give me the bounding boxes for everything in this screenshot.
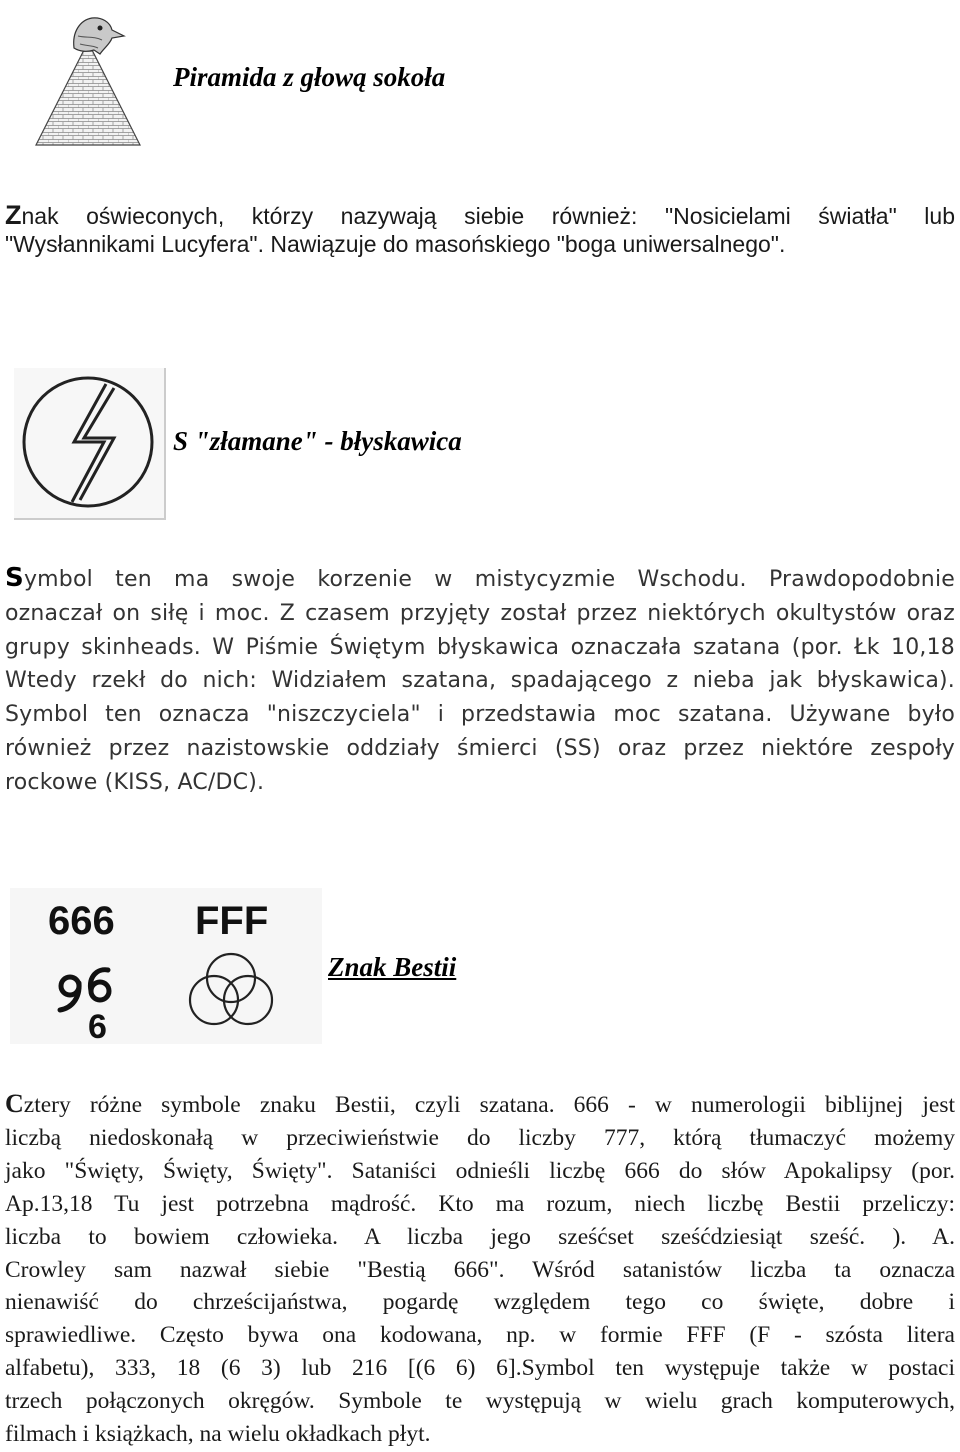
- paragraph-line: jako "Święty, Święty, Święty". Sataniści odnieśli liczbę 666 do słów Apokalipsy (por.: [5, 1157, 955, 1184]
- pyramid-figure: [28, 10, 148, 150]
- paragraph-line: ztery różne symbole znaku Bestii, czyli szatana. 666 - w numerologii biblijnej jest: [23, 1092, 955, 1118]
- mark-of-beast-symbols-icon: [10, 888, 322, 1044]
- paragraph-lightning: [5, 562, 955, 800]
- paragraph-line: Ap.13,18 Tu jest potrzebna mądrość. Kto ma rozum, niech liczbę Bestii przeliczy:: [5, 1190, 955, 1217]
- paragraph-beast: [5, 1088, 955, 1451]
- paragraph-initial: C: [5, 1089, 24, 1118]
- section-heading-pyramid: Piramida z głową sokoła: [173, 62, 446, 92]
- label-6: 6: [88, 1008, 107, 1044]
- section-heading-beast: Znak Bestii: [328, 952, 457, 982]
- paragraph-line: ymbol ten ma swoje korzenie w mistycyzmie Wschodu. Prawdopodobnie: [23, 567, 955, 592]
- section-heading-lightning: S "złamane" - błyskawica: [173, 426, 462, 456]
- paragraph-line: "Wysłannikami Lucyfera". Nawiązuje do masońskiego "boga uniwersalnego".: [5, 231, 786, 257]
- pyramid-falcon-head-icon: [28, 10, 148, 150]
- paragraph-line: Symbol ten oznacza "niszczyciela" i przedstawia moc szatana. Używane było: [5, 702, 955, 728]
- paragraph-line: rockowe (KISS, AC/DC).: [5, 769, 265, 795]
- paragraph-initial: S: [5, 563, 24, 593]
- paragraph-line: oznaczał on siłę i moc. Z czasem przyjęty został przez niektórych okultystów oraz: [5, 600, 955, 626]
- broken-s-lightning-circle-icon: [14, 368, 164, 518]
- label-666: 666: [48, 899, 115, 943]
- paragraph-initial: Z: [5, 200, 22, 230]
- three-circles-icon: [190, 954, 272, 1024]
- lightning-figure: [14, 368, 166, 520]
- label-fff: FFF: [195, 899, 269, 943]
- paragraph-line: trzech połączonych okręgów. Symbole te występują w wielu grach komputerowych,: [5, 1388, 955, 1415]
- paragraph-line: sprawiedliwe. Często bywa ona kodowana, np. w formie FFF (F - szósta litera: [5, 1322, 955, 1349]
- paragraph-line: filmach i książkach, na wielu okładkach płyt.: [5, 1421, 431, 1448]
- paragraph-line: nienawiść do chrześcijaństwa, pogardę względem tego co święte, dobre i: [5, 1289, 955, 1316]
- paragraph-line: alfabetu), 333, 18 (6 3) lub 216 [(6 6) 6].Symbol ten występuje także w postaci: [5, 1355, 955, 1382]
- paragraph-line: Wtedy rzekł do nich: Widziałem szatana, spadającego z nieba jak błyskawica).: [5, 668, 955, 694]
- paragraph-line: grupy skinheads. W Piśmie Świętym błyskawica oznaczała szatana (por. Łk 10,18: [5, 634, 955, 660]
- paragraph-line: liczbą niedoskonałą w przeciwieństwie do liczby 777, którą tłumaczyć możemy: [5, 1124, 955, 1151]
- paragraph-line: Crowley sam nazwał siebie "Bestią 666". Wśród satanistów liczba ta oznacza: [5, 1256, 955, 1283]
- paragraph-line: nak oświeconych, którzy nazywają siebie również: "Nosicielami światła" lub: [21, 203, 955, 229]
- paragraph-line: liczba to bowiem człowieka. A liczba jego sześćset sześćdziesiąt sześć. ). A.: [5, 1223, 955, 1250]
- paragraph-pyramid: [5, 200, 955, 258]
- beast-figure: [10, 888, 322, 1044]
- interlocked-sixes-icon: [60, 970, 109, 1010]
- paragraph-line: również przez nazistowskie oddziały śmierci (SS) oraz przez niektóre zespoły: [5, 735, 955, 761]
